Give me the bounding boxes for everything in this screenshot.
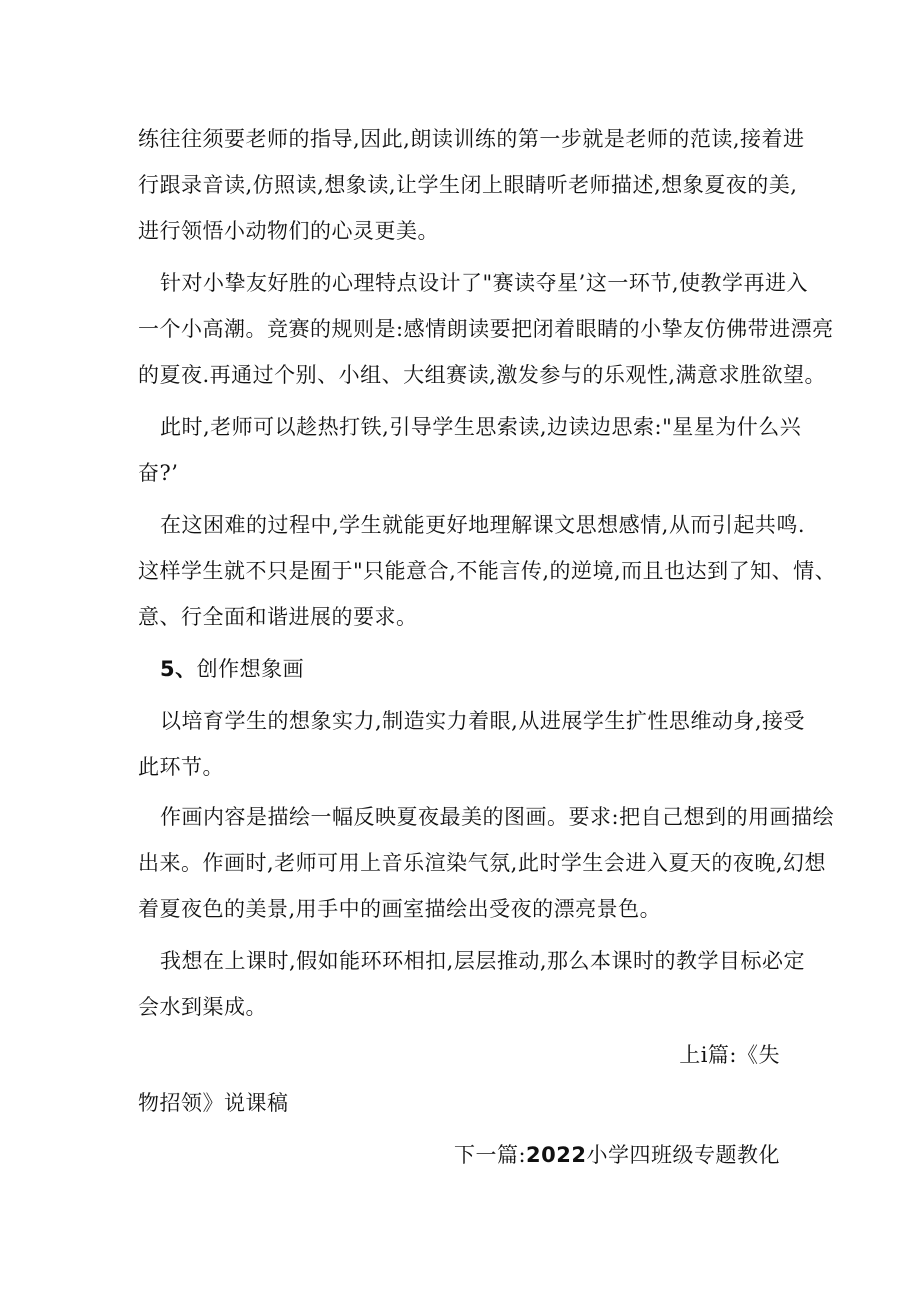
paragraph-line: 行跟录音读,仿照读,想象读,让学生闭上眼睛听老师描述,想象夏夜的美, [138,173,798,197]
paragraph-line: 一个小高潮。竞赛的规则是:感情朗读要把闭着眼睛的小挚友仿佛带进漂亮 [138,317,834,341]
paragraph-line: 练往往须要老师的指导,因此,朗读训练的第一步就是老师的范读,接着进 [138,127,805,151]
section-heading [160,654,810,684]
paragraph-line: 此时,老师可以趁热打铁,引导学生思索读,边读边思索:"星星为什么兴 [160,415,802,439]
paragraph-line: 我想在上课时,假如能环环相扣,层层推动,那么本课时的教学目标必定 [160,949,806,973]
paragraph-line: 奋?’ [138,461,179,485]
paragraph-line: 出来。作画时,老师可用上音乐渲染气氛,此时学生会进入夏天的夜晚,幻想 [138,851,827,875]
paragraph-line: 作画内容是描绘一幅反映夏夜最美的图画。要求:把自己想到的用画描绘 [160,805,835,829]
next-year: 2022 [526,1143,587,1167]
paragraph-line: 意、行全面和谐进展的要求。 [138,605,418,629]
paragraph-line: 以培育学生的想象实力,制造实力着眼,从进展学生扩性思维动身,接受 [160,709,806,733]
prev-article-title-continued[interactable]: 物招领》说课稿 [138,1091,289,1115]
prev-article-link[interactable]: 上i篇:《失 [679,1043,780,1067]
paragraph-line: 此环节。 [138,755,224,779]
paragraph-line: 会水到渠成。 [138,995,267,1019]
paragraph-line: 进行领悟小动物们的心灵更美。 [138,219,439,243]
paragraph-line: 的夏夜.再通过个别、小组、大组赛读,激发参与的乐观性,满意求胜欲望。 [138,363,827,387]
next-article-link[interactable] [454,1140,780,1170]
next-label: 下一篇: [453,1143,527,1167]
paragraph-line: 在这困难的过程中,学生就能更好地理解课文思想感情,从而引起共鸣. [160,513,806,537]
next-title: 小学四班级专题教化 [586,1143,780,1167]
section-number: 5、 [160,657,197,681]
section-title: 创作想象画 [196,657,305,681]
paragraph-line: 针对小挚友好胜的心理特点设计了"赛读夺星’这一环节,使教学再进入 [160,271,809,295]
paragraph-line: 着夏夜色的美景,用手中的画室描绘出受夜的漂亮景色。 [138,897,662,921]
paragraph-line: 这样学生就不只是囿于"只能意合,不能言传,的逆境,而且也达到了知、情、 [138,559,837,583]
